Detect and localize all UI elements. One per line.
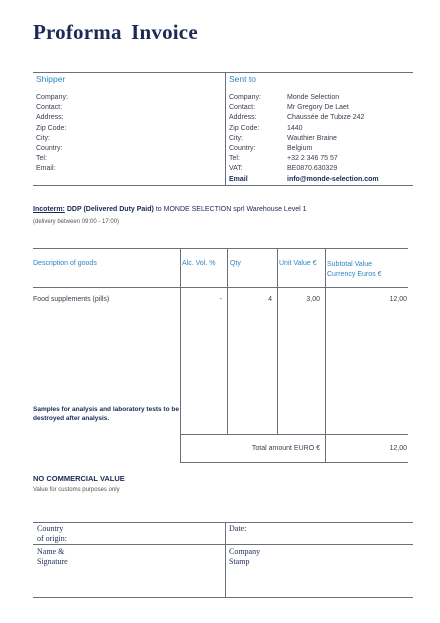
shipper-fields (36, 93, 68, 175)
item-subtotal: 12,00 (389, 296, 407, 303)
sent-to-zip-label: Zip Code: (229, 124, 260, 132)
header-subtotal (327, 260, 381, 280)
table-total-bottom-rule (180, 462, 408, 463)
country-of-origin-label (37, 524, 67, 544)
sent-to-labels (229, 93, 261, 185)
table-col-divider-3 (277, 248, 278, 434)
shipper-tel-label: Tel: (36, 155, 47, 163)
samples-note (33, 405, 179, 423)
shipper-company-label: Company: (36, 94, 68, 101)
sent-to-heading: Sent to (229, 74, 256, 84)
header-subtotal-line1: Subtotal Value (327, 261, 373, 268)
sent-to-tel-value: +32 2 346 75 57 (287, 155, 338, 163)
header-subtotal-line2: Currency Euros € (327, 271, 382, 278)
sent-to-vat-value: BE0870.630329 (287, 165, 338, 173)
footer-top-rule (33, 522, 413, 523)
sent-to-values (287, 93, 379, 185)
sent-to-city-label: City: (229, 134, 243, 142)
shipper-address-label: Address: (36, 114, 64, 122)
name-line1: Name & (37, 547, 65, 556)
footer-bottom-rule (33, 597, 413, 598)
total-label: Total amount EURO € (251, 445, 320, 452)
country-line1: Country (37, 524, 64, 533)
shipper-zip-label: Zip Code: (36, 124, 67, 132)
footer-middle-rule (33, 544, 413, 545)
shipper-email-label: Email: (36, 165, 56, 173)
table-col-divider-2 (227, 248, 228, 434)
stamp-line2: Stamp (229, 557, 250, 566)
name-signature-label (37, 547, 68, 567)
table-total-top-rule (180, 434, 408, 435)
ncv-heading: NO COMMERCIAL VALUE (33, 474, 125, 483)
incoterm-term: DDP (Delivered Duty Paid) (66, 206, 154, 213)
page-title: Proforma Invoice (33, 20, 198, 44)
samples-note-line1: Samples for analysis and laboratory tests to be (33, 406, 179, 413)
table-col-divider-4 (325, 248, 326, 462)
header-qty: Qty (230, 260, 241, 267)
sent-to-address-label: Address: (229, 114, 257, 122)
item-qty: 4 (268, 296, 272, 303)
incoterm-label: Incoterm: (33, 206, 65, 213)
header-alc-vol: Alc. Vol. % (182, 260, 216, 267)
company-stamp-label (229, 547, 260, 567)
shipper-heading: Shipper (36, 74, 66, 84)
country-line2: of origin: (37, 534, 67, 543)
table-header-rule (33, 287, 408, 288)
sent-to-country-label: Country: (229, 145, 256, 153)
delivery-hours-note: (delivery between 09:00 - 17:00) (33, 219, 120, 225)
header-unit-value: Unit Value € (279, 260, 317, 267)
sent-to-tel-label: Tel: (229, 155, 240, 163)
sent-to-city-value: Wauthier Braine (287, 134, 337, 142)
sent-to-address-value: Chaussée de Tubize 242 (287, 114, 365, 122)
incoterm-destination: to MONDE SELECTION sprl Warehouse Level 1 (155, 206, 307, 213)
address-bottom-rule (33, 185, 413, 186)
sent-to-company-value: Monde Selection (287, 94, 340, 101)
sent-to-email-value: info@monde-selection.com (287, 175, 379, 183)
ncv-subtext: Value for customs purposes only (33, 487, 120, 493)
header-description: Description of goods (33, 260, 97, 267)
item-unit-value: 3,00 (306, 296, 320, 303)
sent-to-zip-value: 1440 (287, 124, 303, 132)
sent-to-country-value: Belgium (287, 145, 313, 153)
shipper-country-label: Country: (36, 145, 63, 153)
address-divider (225, 72, 226, 185)
name-line2: Signature (37, 557, 68, 566)
sent-to-company-label: Company: (229, 94, 261, 101)
samples-note-line2: destroyed after analysis. (33, 415, 110, 422)
shipper-contact-label: Contact: (36, 104, 63, 112)
total-value: 12,00 (389, 445, 407, 452)
stamp-line1: Company (229, 547, 261, 556)
sent-to-vat-label: VAT: (229, 165, 243, 173)
footer-divider (225, 522, 226, 597)
sent-to-contact-value: Mr Gregory De Laet (287, 104, 349, 112)
sent-to-contact-label: Contact: (229, 104, 256, 112)
table-col-divider-1 (180, 248, 181, 462)
date-label: Date: (229, 524, 247, 533)
item-alc-vol: - (219, 296, 222, 303)
incoterm-line (33, 206, 307, 213)
table-top-rule (33, 248, 408, 249)
shipper-city-label: City: (36, 134, 50, 142)
item-description: Food supplements (pills) (33, 296, 110, 303)
address-top-rule (33, 72, 413, 73)
sent-to-email-label: Email (229, 175, 248, 183)
